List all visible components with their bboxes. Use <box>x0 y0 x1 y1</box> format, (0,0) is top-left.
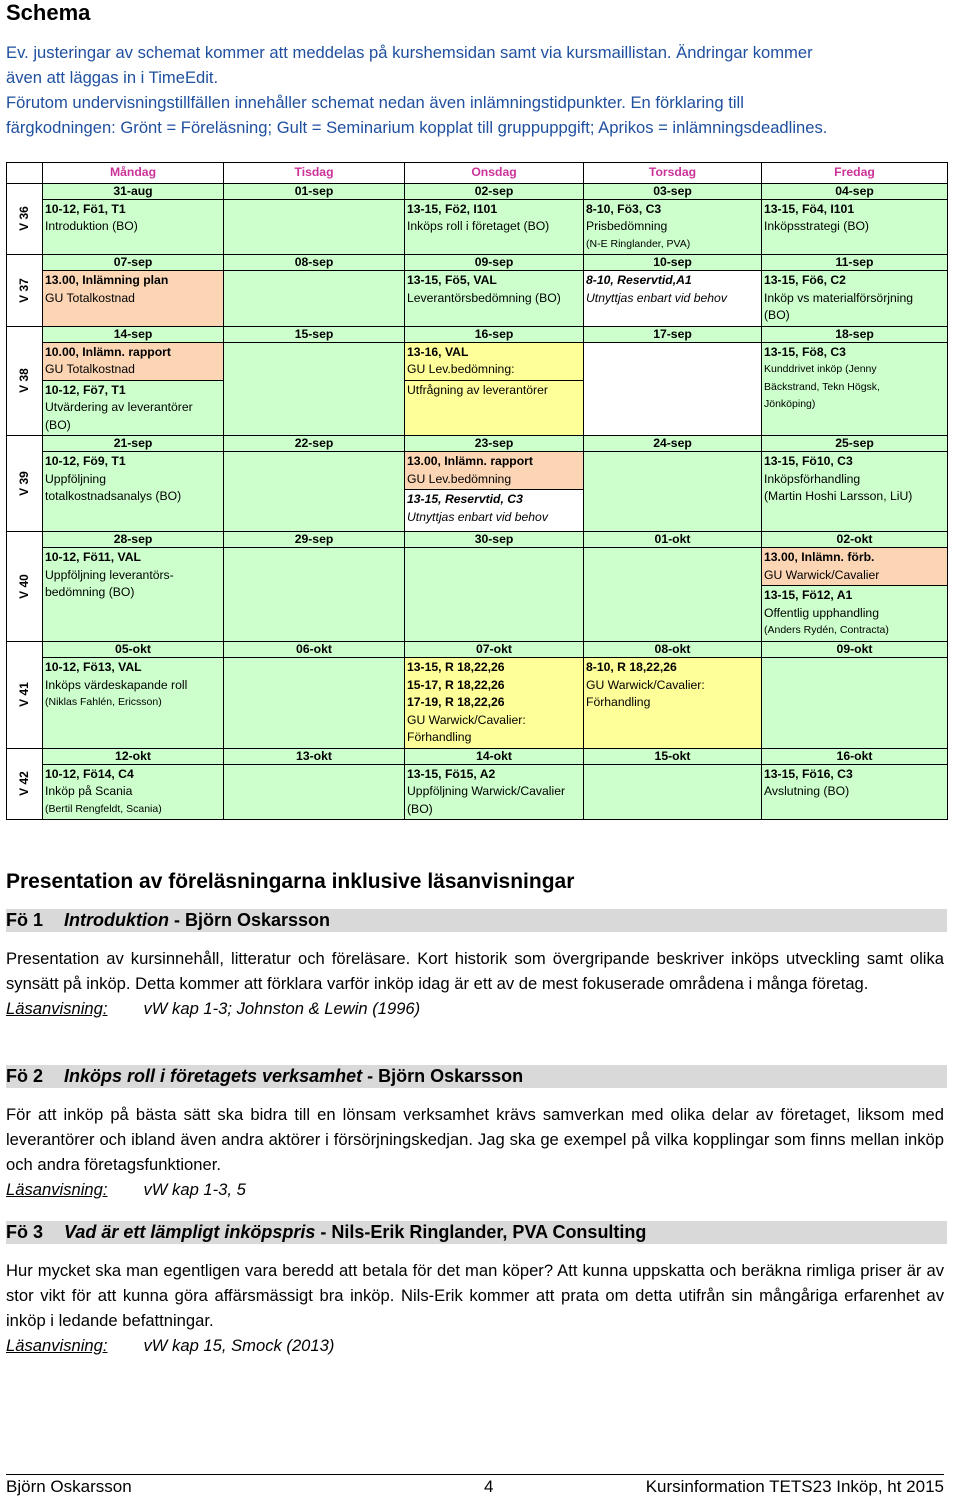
reading-label: Läsanvisning: <box>6 999 108 1018</box>
date-cell: 15-sep <box>224 326 405 342</box>
lecture-number: Fö 2 <box>6 1066 44 1086</box>
week-label: V 36 <box>7 183 43 255</box>
session-cell: 10-12, Fö9, T1 Uppföljning totalkostnadsanalys (BO) <box>43 452 224 532</box>
date-row <box>7 532 948 548</box>
date-cell: 10-sep <box>584 255 762 271</box>
date-cell: 05-okt <box>43 642 224 658</box>
lecture-description <box>6 946 944 1021</box>
session-cell-empty <box>584 452 762 532</box>
date-cell: 02-okt <box>762 532 948 548</box>
intro-line: Förutom undervisningstillfällen innehåller schemat nedan även inlämningstidpunkter. En förklaring till <box>6 93 744 112</box>
reading-value: vW kap 1-3; Johnston & Lewin (1996) <box>143 999 421 1018</box>
footer-page-number: 4 <box>484 1477 494 1496</box>
session-cell-empty <box>584 764 762 820</box>
session-cell-empty <box>224 658 405 749</box>
date-row <box>7 183 948 199</box>
session-cell: 13-15, Fö2, I101 Inköps roll i företaget (BO) <box>405 199 584 255</box>
intro-line: Ev. justeringar av schemat kommer att meddelas på kurshemsidan samt via kursmaillistan. Ändringar kommer <box>6 43 813 62</box>
date-cell: 29-sep <box>224 532 405 548</box>
lecture-heading <box>6 1065 947 1088</box>
week-label: V 42 <box>7 748 43 820</box>
session-cell: 10-12, Fö7, T1 Utvärdering av leverantörer (BO) <box>43 380 224 436</box>
page-title: Schema <box>6 0 91 25</box>
session-cell: 10-12, Fö1, T1 Introduktion (BO) <box>43 199 224 255</box>
date-cell: 31-aug <box>43 183 224 199</box>
date-cell: 09-sep <box>405 255 584 271</box>
session-cell-empty <box>224 548 405 642</box>
session-cell: 8-10, Reservtid,A1 Utnyttjas enbart vid behov <box>584 271 762 327</box>
day-header: Fredag <box>762 163 948 184</box>
week-label: V 41 <box>7 642 43 749</box>
session-row <box>7 548 948 586</box>
date-cell: 30-sep <box>405 532 584 548</box>
reading-line <box>6 1333 944 1358</box>
date-cell: 12-okt <box>43 748 224 764</box>
session-row <box>7 658 948 749</box>
date-cell: 16-okt <box>762 748 948 764</box>
session-cell-empty <box>224 199 405 255</box>
reading-line <box>6 996 944 1021</box>
date-cell: 18-sep <box>762 326 948 342</box>
session-cell-empty <box>224 271 405 327</box>
lecture-title: Inköps roll i företagets verksamhet <box>64 1066 363 1086</box>
date-row <box>7 436 948 452</box>
lecture-title: Introduktion <box>64 910 169 930</box>
date-cell: 02-sep <box>405 183 584 199</box>
lecture-heading <box>6 909 947 932</box>
date-cell: 03-sep <box>584 183 762 199</box>
deadline-cell: 13.00, Inlämning plan GU Totalkostnad <box>43 271 224 327</box>
reading-label: Läsanvisning: <box>6 1180 108 1199</box>
session-cell-empty <box>224 452 405 532</box>
date-cell: 07-sep <box>43 255 224 271</box>
lecture-heading <box>6 1221 947 1244</box>
date-row <box>7 642 948 658</box>
day-header: Måndag <box>43 163 224 184</box>
session-cell: 13-15, Fö15, A2 Uppföljning Warwick/Cavalier (BO) <box>405 764 584 820</box>
date-cell: 21-sep <box>43 436 224 452</box>
lecture-speaker: - Nils-Erik Ringlander, PVA Consulting <box>315 1222 647 1242</box>
date-cell: 14-sep <box>43 326 224 342</box>
intro-text <box>6 40 956 140</box>
session-cell: 8-10, Fö3, C3 Prisbedömning (N-E Ringlander, PVA) <box>584 199 762 255</box>
session-cell-empty <box>405 548 584 642</box>
footer-course: Kursinformation TETS23 Inköp, ht 2015 <box>645 1477 944 1496</box>
reading-line <box>6 1177 944 1202</box>
date-cell: 23-sep <box>405 436 584 452</box>
date-cell: 13-okt <box>224 748 405 764</box>
session-cell: 13-15, Fö6, C2 Inköp vs materialförsörjning (BO) <box>762 271 948 327</box>
lecture-description <box>6 1258 944 1358</box>
week-label: V 39 <box>7 436 43 532</box>
day-header: Torsdag <box>584 163 762 184</box>
week-header-cell <box>7 163 43 184</box>
week-label: V 40 <box>7 532 43 642</box>
session-row <box>7 199 948 255</box>
date-cell: 28-sep <box>43 532 224 548</box>
session-cell: 13-15, Fö12, A1 Offentlig upphandling (Anders Rydén, Contracta) <box>762 586 948 642</box>
date-cell: 01-okt <box>584 532 762 548</box>
session-cell: 10-12, Fö13, VAL Inköps värdeskapande roll (Niklas Fahlén, Ericsson) <box>43 658 224 749</box>
session-cell: 13-15, Fö16, C3 Avslutning (BO) <box>762 764 948 820</box>
seminar-cell: 13-15, R 18,22,26 15-17, R 18,22,26 17-19, R 18,22,26 GU Warwick/Cavalier: Förhandling <box>405 658 584 749</box>
session-row <box>7 342 948 380</box>
date-cell: 09-okt <box>762 642 948 658</box>
date-cell: 14-okt <box>405 748 584 764</box>
session-cell-empty <box>584 342 762 436</box>
session-row <box>7 764 948 820</box>
lecture-speaker: - Björn Oskarsson <box>362 1066 524 1086</box>
deadline-cell: 13.00, Inlämn. rapport GU Lev.bedömning <box>405 452 584 490</box>
date-cell: 04-sep <box>762 183 948 199</box>
day-header: Tisdag <box>224 163 405 184</box>
page-footer <box>6 1474 944 1497</box>
seminar-cell: 8-10, R 18,22,26 GU Warwick/Cavalier: Förhandling <box>584 658 762 749</box>
date-cell: 17-sep <box>584 326 762 342</box>
session-cell: 13-15, Fö10, C3 Inköpsförhandling (Martin Hoshi Larsson, LiU) <box>762 452 948 532</box>
lecture-number: Fö 1 <box>6 910 44 930</box>
date-cell: 11-sep <box>762 255 948 271</box>
date-cell: 08-sep <box>224 255 405 271</box>
lecture-text: För att inköp på bästa sätt ska bidra till en lönsam verksamhet krävs samverkan med olika delar av företaget, liksom med leverantörer och ibland även andra aktörer i försörjningskedjan. Jag ska ge exempel på vilka kopplingar som finns mellan inköp och andra företagsfunktioner. <box>6 1105 944 1174</box>
footer-author: Björn Oskarsson <box>6 1477 132 1496</box>
intro-line: även att läggas in i TimeEdit. <box>6 68 219 87</box>
session-cell-empty <box>584 548 762 642</box>
session-row <box>7 271 948 327</box>
lecture-title: Vad är ett lämpligt inköpspris <box>64 1222 316 1242</box>
session-cell-empty <box>224 342 405 436</box>
date-cell: 15-okt <box>584 748 762 764</box>
session-cell: 13-15, Reservtid, C3 Utnyttjas enbart vid behov <box>405 490 584 532</box>
week-label: V 38 <box>7 326 43 436</box>
date-row <box>7 326 948 342</box>
reading-label: Läsanvisning: <box>6 1336 108 1355</box>
date-row <box>7 255 948 271</box>
seminar-cell: 13-16, VAL GU Lev.bedömning: <box>405 342 584 380</box>
seminar-cell: Utfrågning av leverantörer <box>405 380 584 436</box>
session-cell: 13-15, Fö4, I101 Inköpsstrategi (BO) <box>762 199 948 255</box>
date-cell: 16-sep <box>405 326 584 342</box>
lecture-number: Fö 3 <box>6 1222 44 1242</box>
session-cell-empty <box>224 764 405 820</box>
week-label: V 37 <box>7 255 43 327</box>
section-title: Presentation av föreläsningarna inklusive läsanvisningar <box>6 870 575 893</box>
date-cell: 01-sep <box>224 183 405 199</box>
deadline-cell: 13.00, Inlämn. förb. GU Warwick/Cavalier <box>762 548 948 586</box>
date-row <box>7 748 948 764</box>
lecture-speaker: - Björn Oskarsson <box>168 910 331 930</box>
lecture-description <box>6 1102 944 1202</box>
session-cell: 13-15, Fö5, VAL Leverantörsbedömning (BO) <box>405 271 584 327</box>
date-cell: 06-okt <box>224 642 405 658</box>
session-cell: 13-15, Fö8, C3 Kunddrivet inköp (Jenny Bäckstrand, Tekn Högsk, Jönköping) <box>762 342 948 436</box>
lecture-text: Hur mycket ska man egentligen vara beredd att betala för det man köper? Att kunna uppskatta och beräkna rimliga priser är av stor vikt för att kunna göra affärsmässigt bra inköp. Nils-Erik kommer att prata om detta utifrån sin mångåriga erfarenhet av inköp i ledande befattningar. <box>6 1261 944 1330</box>
schedule-header-row <box>7 163 948 184</box>
deadline-cell: 10.00, Inlämn. rapport GU Totalkostnad <box>43 342 224 380</box>
date-cell: 24-sep <box>584 436 762 452</box>
day-header: Onsdag <box>405 163 584 184</box>
session-row <box>7 452 948 490</box>
date-cell: 25-sep <box>762 436 948 452</box>
date-cell: 08-okt <box>584 642 762 658</box>
lecture-text: Presentation av kursinnehåll, litteratur och föreläsare. Kort historik som övergripande beskriver inköps utveckling samt olika synsätt på inköp. Detta kommer att förklara varför inköp idag är ett av de mest fokuserade områdena i många företag. <box>6 949 944 993</box>
date-cell: 22-sep <box>224 436 405 452</box>
intro-line: färgkodningen: Grönt = Föreläsning; Gult = Seminarium kopplat till gruppuppgift; Aprikos = inlämningsdeadlines. <box>6 118 828 137</box>
date-cell: 07-okt <box>405 642 584 658</box>
reading-value: vW kap 15, Smock (2013) <box>143 1336 335 1355</box>
reading-value: vW kap 1-3, 5 <box>143 1180 246 1199</box>
schedule-table <box>6 162 948 820</box>
session-cell: 10-12, Fö11, VAL Uppföljning leverantörs- bedömning (BO) <box>43 548 224 642</box>
session-cell: 10-12, Fö14, C4 Inköp på Scania (Bertil Rengfeldt, Scania) <box>43 764 224 820</box>
session-cell-empty <box>762 658 948 749</box>
